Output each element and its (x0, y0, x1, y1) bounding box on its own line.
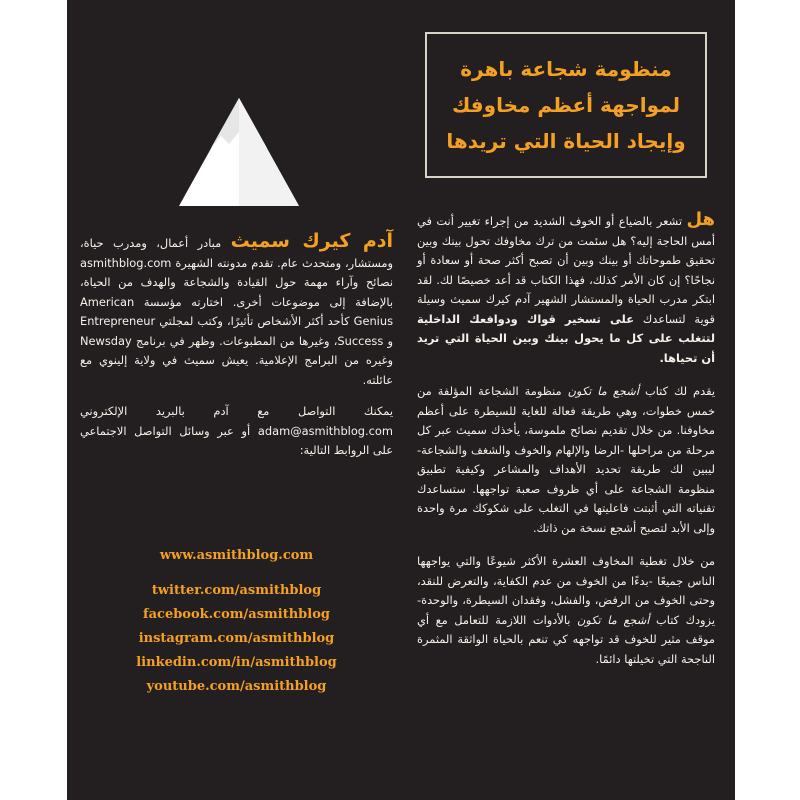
paragraph-3-text-a: من خلال تغطية المخاوف العشرة الأكثر شيوعًا والتي يواجهها الناس جميعًا -بدءًا من الخوف من عدم الكفاية، والتعرض للنقد، وحتى الخوف من الرفض، والفشل، وفقدان السيطرة، والوحدة- يزودك كتاب (417, 554, 715, 627)
description-column (417, 210, 715, 683)
back-cover (67, 0, 735, 800)
twitter-link[interactable]: twitter.com/asmithblog (151, 583, 322, 598)
paragraph-2-text-a: يقدم لك كتاب (644, 384, 716, 398)
author-bio (80, 232, 393, 473)
book-title-mention: أشجع ما تكون (577, 612, 650, 627)
title-line-1: منظومة شجاعة باهرة (460, 57, 672, 81)
description-paragraph-2 (417, 382, 715, 538)
facebook-link[interactable]: facebook.com/asmithblog (143, 607, 330, 622)
linkedin-link[interactable]: linkedin.com/in/asmithblog (136, 655, 337, 670)
paragraph-2-text-b: منظومة الشجاعة المؤلفة من خمس خطوات، وهي طريقة فعالة للغاية للسيطرة على أعظم مخاوفنا. من خلال تقديم نصائح ملموسة، يأخذك سميث عبر كل مرحلة من مراحلها -الرضا والإلهام والخوف والشغف والشجاعة- ليبين لك طريقة تحديد الأهداف والمشاعر وكيفية تطبيق منظومة الشجاعة على أي ظروف صعبة تواجهها. ستساعدك تقنياته التي أثبتت فاعليتها في التغلب على شكوكك مرة واحدة وإلى الأبد لتصبح أشجع نسخة من ذاتك. (417, 384, 715, 535)
paragraph-3-text-b: بالأدوات اللازمة للتعامل مع أي موقف مثير للخوف قد تواجهه كي تنعم بالحياة الواثقة المثمرة الناجحة التي تخيلتها دائمًا. (417, 612, 715, 666)
instagram-link[interactable]: instagram.com/asmithblog (138, 631, 335, 646)
contact-paragraph: يمكنك التواصل مع آدم بالبريد الإلكتروني adam@asmithblog.com أو عبر وسائل التواصل الاجتماعي على الروابط التالية: (80, 404, 393, 457)
youtube-link[interactable]: youtube.com/asmithblog (146, 679, 327, 694)
title-line-3: وإيجاد الحياة التي تريدها (446, 129, 686, 153)
bio-text: مبادر أعمال، ومدرب حياة، ومستشار، ومتحدث عام. تقدم مدونته الشهيرة asmithblog.com نصائح وآراء مهمة حول القيادة والشجاعة والهدف من الحياة، بالإضافة إلى موضوعات أخرى. اختارته مؤسسة American Genius كأحد أكثر الأشخاص تأثيرًا، وكتب لمجلتي Entrepreneur و Success، وغيرها من المطبوعات. وظهر في برنامج Newsday وغيره من البرامج الإعلامية. يعيش سميث في ولاية إلينوي مع عائلته. (80, 236, 393, 387)
paragraph-1-bold-text: على تسخير قواك ودوافعك الداخلية لتتغلب على كل ما يحول بينك وبين الحياة التي تريد أن تحياها. (417, 311, 715, 365)
description-paragraph-3 (417, 552, 715, 669)
paragraph-1-text: تشعر بالضياع أو الخوف الشديد من إجراء تغيير أنت في أمس الحاجة إليه؟ هل سئمت من ترك مخاوفك تحول بينك وبين تحقيق طموحاتك أو بينك وبين أن تصبح أكثر صحة أو سعادة أو نجاحًا؟ إن كان الأمر كذلك، فهذا الكتاب قد أعد خصيصًا لك. لقد ابتكر مدرب الحياة والمستشار الشهير آدم كيرك سميث وسيلة قوية لتساعدك (417, 214, 716, 326)
title-line-2: لمواجهة أعظم مخاوفك (451, 93, 681, 117)
mountain-icon (177, 96, 301, 208)
book-title-mention: أشجع ما تكون (567, 384, 639, 398)
website-link[interactable]: www.asmithblog.com (159, 548, 314, 563)
links-list (80, 548, 393, 699)
bio-paragraph (80, 232, 393, 390)
description-paragraph-1 (417, 210, 715, 368)
lead-word: هل (686, 209, 715, 230)
title-box (425, 32, 707, 178)
author-name: آدم كيرك سميث (230, 230, 394, 252)
